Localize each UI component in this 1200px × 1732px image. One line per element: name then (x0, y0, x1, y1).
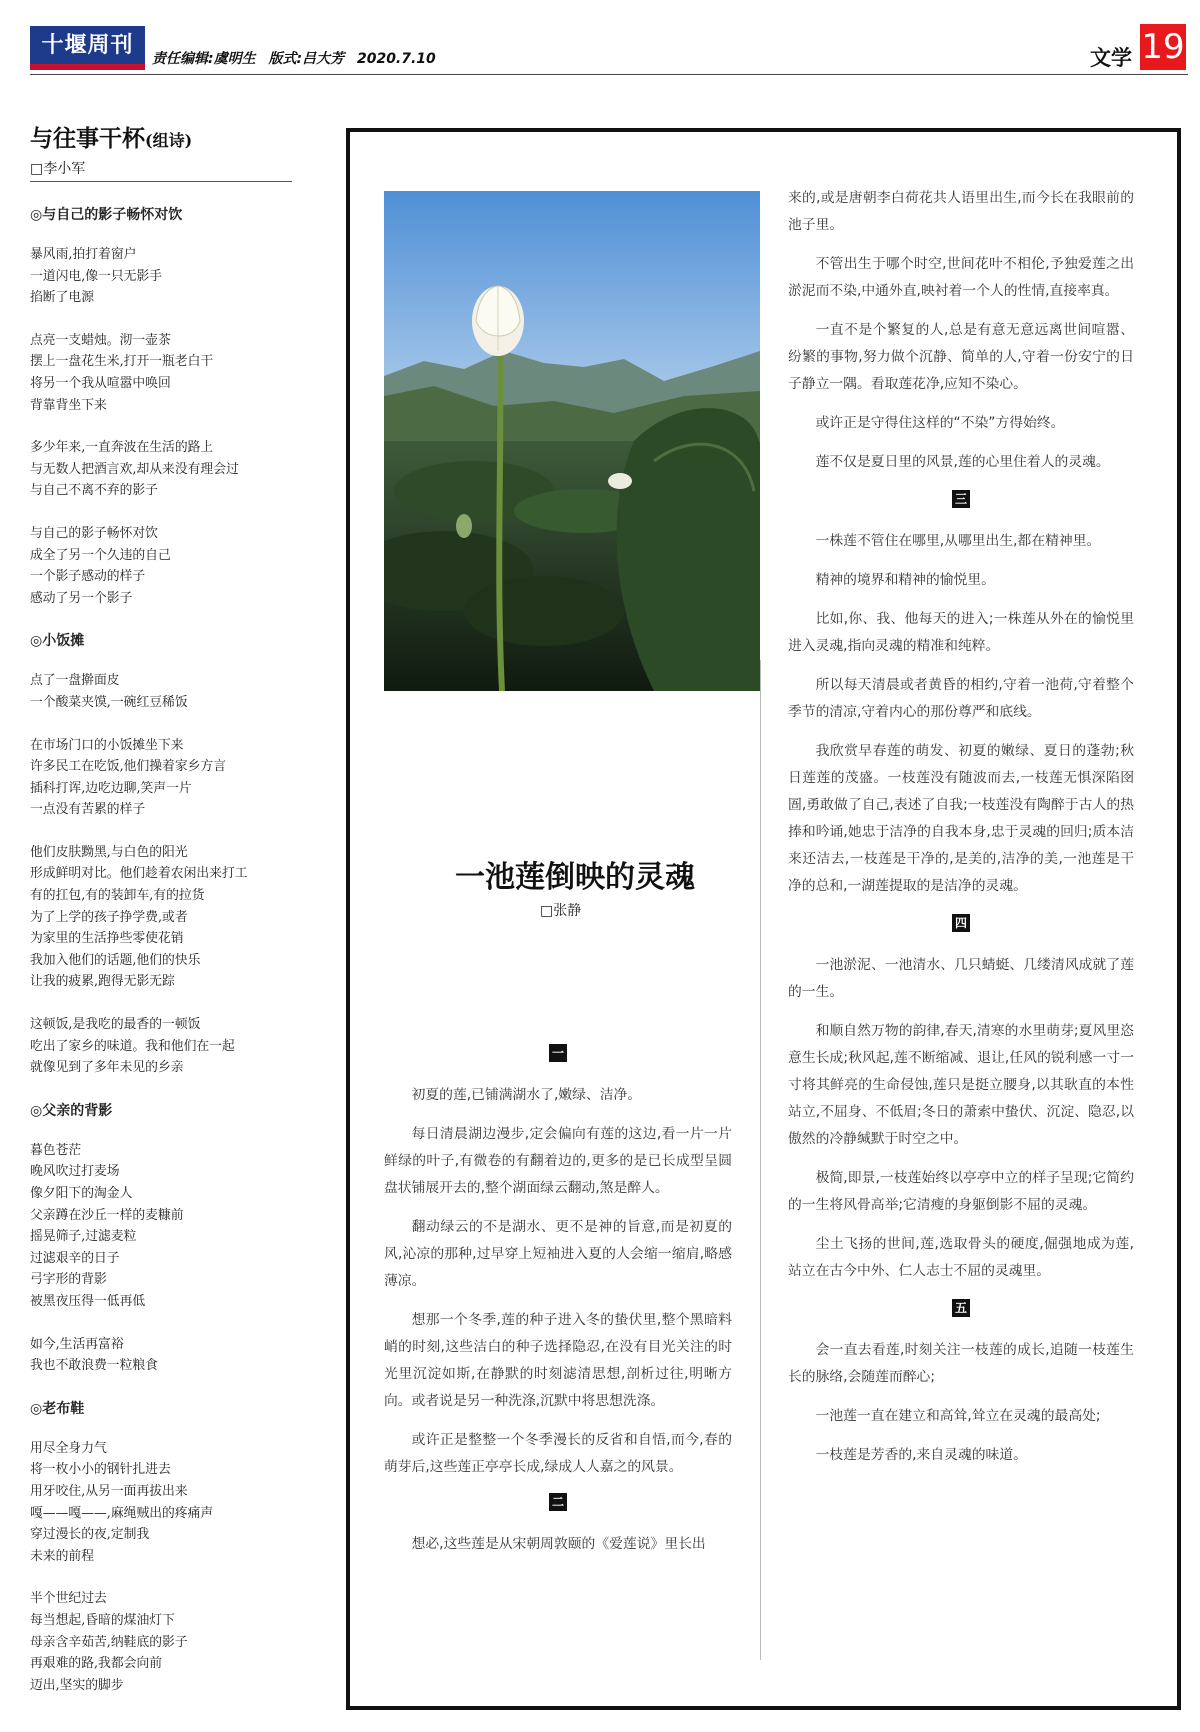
section-name: 文学 (1090, 46, 1132, 70)
poem-line: 插科打诨,边吃边聊,笑声一片 (30, 780, 192, 796)
poem-line: 许多民工在吃饭,他们操着家乡方言 (30, 759, 227, 775)
poem-line: 背靠背坐下来 (30, 397, 107, 413)
essay-paragraph: 初夏的莲,已铺满湖水了,嫩绿、洁净。 (411, 1087, 642, 1103)
poem-line: 与无数人把酒言欢,却从来没有理会过 (30, 461, 239, 477)
essay-paragraph: 比如,你、我、他每天的进入;一株莲从外在的愉悦里进入灵魂,指向灵魂的精准和纯粹。 (788, 611, 1134, 654)
poem-line: 与自己的影子畅怀对饮 (30, 525, 158, 541)
essay-column-middle (384, 1044, 732, 1570)
poem-line: 成全了另一个久违的自己 (30, 547, 171, 563)
poem-line: 一个酸菜夹馍,一碗红豆稀饭 (30, 694, 188, 710)
poem-line: 我加入他们的话题,他们的快乐 (30, 952, 201, 968)
essay-paragraph: 每日清晨湖边漫步,定会偏向有莲的这边,看一片一片鲜绿的叶子,有微卷的有翻着边的,更多的是已长成型呈圆盘状铺展开去的,整个湖面绿云翻动,煞是醉人。 (384, 1126, 732, 1196)
poem-line: 晚风吹过打麦场 (30, 1164, 120, 1180)
essay-paragraph: 精神的境界和精神的愉悦里。 (815, 572, 995, 588)
masthead-logo-stripe (30, 64, 145, 70)
section-number-marker: 五 (952, 1299, 970, 1317)
column-divider (760, 660, 761, 1660)
poem-stanza (30, 1438, 300, 1568)
poem-line: 这顿饭,是我吃的最香的一顿饭 (30, 1017, 201, 1033)
masthead-logo (30, 26, 145, 64)
poem-line: 点亮一支蜡烛。沏一壶茶 (30, 332, 171, 348)
poem-stanza (30, 1014, 300, 1079)
poem-line: 半个世纪过去 (30, 1591, 107, 1607)
poem-stanza (30, 670, 300, 713)
poem-line: 弓字形的背影 (30, 1272, 107, 1288)
poem-line: 父亲蹲在沙丘一样的麦糠前 (30, 1207, 184, 1223)
essay-paragraph: 我欣赏早春莲的萌发、初夏的嫩绿、夏日的蓬勃;秋日莲莲的茂盛。一枝莲没有随波而去,一枝莲无惧深陷囹圄,勇敢做了自己,表述了自我;一枝莲没有陶醉于古人的热捧和吟诵,她忠于洁净的自我本身,忠于灵魂的回归;质本洁来还洁去,一枝莲是干净的,是美的,洁净的美,一池莲是干净的总和,一湖莲提取的是洁净的灵魂。 (788, 743, 1134, 894)
poem-stanza (30, 1334, 300, 1377)
essay-author: □张静 (540, 903, 582, 919)
poem-stanza (30, 842, 300, 993)
poem-author: □李小军 (30, 161, 86, 177)
essay-paragraph: 所以每天清晨或者黄昏的相约,守着一池荷,守着整个季节的清凉,守着内心的那份尊严和底线。 (788, 677, 1134, 720)
essay-column-right (788, 185, 1134, 1481)
section-number-marker: 三 (952, 490, 970, 508)
poem-line: 像夕阳下的淘金人 (30, 1186, 133, 1201)
poem-line: 有的扛包,有的装卸车,有的拉货 (30, 888, 205, 904)
poem-line: 我也不敢浪费一粒粮食 (30, 1358, 158, 1374)
lotus-photo (384, 191, 760, 691)
poem-line: 将一枚小小的钢针扎进去 (30, 1462, 171, 1478)
poem-stanza (30, 1140, 300, 1313)
essay-paragraph: 或许正是整整一个冬季漫长的反省和自悟,而今,春的萌芽后,这些莲正亭亭长成,绿成人人嘉之的风景。 (384, 1432, 732, 1475)
essay-paragraph: 或许正是守得住这样的“不染”方得始终。 (815, 415, 1065, 431)
poem-line: 吃出了家乡的味道。我和他们在一起 (30, 1038, 235, 1054)
essay-paragraph: 想那一个冬季,莲的种子进入冬的蛰伏里,整个黑暗料峭的时刻,这些洁白的种子选择隐忍,在没有目光关注的时光里沉淀如斯,在静默的时刻滤清思想,剖析过往,明晰方向。或者说是另一种洗涤,沉默中将思想洗涤。 (384, 1312, 732, 1409)
page-number-badge: 19 (1140, 24, 1186, 70)
essay-paragraph: 尘土飞扬的世间,莲,选取骨头的硬度,倔强地成为莲,站立在古今中外、仁人志士不屈的灵魂里。 (788, 1236, 1134, 1279)
poem-subtitle: ◎与自己的影子畅怀对饮 (30, 207, 183, 223)
poem-line: 暴风雨,拍打着窗户 (30, 247, 137, 262)
poem-line: 就像见到了多年未见的乡亲 (30, 1060, 184, 1076)
poem-stanza (30, 735, 300, 821)
essay-paragraph: 一枝莲是芳香的,来自灵魂的味道。 (815, 1447, 1027, 1463)
essay-paragraph: 想必,这些莲是从宋朝周敦颐的《爱莲说》里长出 (411, 1536, 706, 1552)
section-number-marker: 二 (549, 1493, 567, 1511)
essay-paragraph: 一株莲不管住在哪里,从哪里出生,都在精神里。 (815, 533, 1101, 549)
poem-line: 用尽全身力气 (30, 1440, 107, 1456)
poem-stanza (30, 244, 300, 309)
poem-subtitle: ◎父亲的背影 (30, 1102, 113, 1119)
poem-line: 母亲含辛茹苦,纳鞋底的影子 (30, 1634, 188, 1650)
poem-line: 穿过漫长的夜,定制我 (30, 1527, 150, 1543)
essay-paragraph: 极简,即景,一枝莲始终以亭亭中立的样子呈现;它简约的一生将风骨高举;它清瘦的身躯倒影不屈的灵魂。 (788, 1170, 1134, 1213)
poem-line: 摇晃筛子,过滤麦粒 (30, 1229, 137, 1245)
essay-paragraph: 一直不是个繁复的人,总是有意无意远离世间喧嚣、纷繁的事物,努力做个沉静、简单的人,守着一份安宁的日子静立一隅。看取莲花净,应知不染心。 (788, 322, 1134, 392)
header-credits (152, 48, 444, 68)
essay-paragraph: 莲不仅是夏日里的风景,莲的心里住着人的灵魂。 (815, 454, 1110, 470)
poem-divider (30, 181, 292, 182)
header-rule (30, 74, 1188, 75)
poem-line: 掐断了电源 (30, 290, 94, 306)
section-number-marker: 一 (549, 1044, 567, 1062)
poem-line: 被黑夜压得一低再低 (30, 1293, 146, 1309)
poem-line: 形成鲜明对比。他们趁着农闲出来打工 (30, 866, 248, 882)
essay-paragraph: 不管出生于哪个时空,世间花叶不相伦,予独爱莲之出淤泥而不染,中通外直,映衬着一个人的性情,直接率真。 (788, 256, 1134, 299)
essay-title: 一池莲倒映的灵魂 (455, 860, 695, 895)
poem-line: 再艰难的路,我都会向前 (30, 1656, 163, 1672)
poem-line: 感动了另一个影子 (30, 590, 133, 606)
poem-line: 一点没有苦累的样子 (30, 802, 146, 818)
poem-stanza (30, 330, 300, 416)
poem-line: 每当想起,昏暗的煤油灯下 (30, 1612, 175, 1628)
poem-line: 多少年来,一直奔波在生活的路上 (30, 440, 214, 456)
essay-paragraph: 来的,或是唐朝李白荷花共人语里出生,而今长在我眼前的池子里。 (788, 190, 1134, 233)
poem-stanza (30, 1588, 300, 1696)
poem-line: 为了上学的孩子挣学费,或者 (30, 909, 188, 925)
poem-line: 与自己不离不弃的影子 (30, 483, 158, 499)
poem-subtitle: ◎小饭摊 (30, 633, 85, 650)
poem-title-text: 与往事干杯 (30, 125, 145, 152)
poem-line: 如今,生活再富裕 (30, 1336, 124, 1352)
issue-date: 2020.7.10 (356, 51, 436, 67)
essay-paragraph: 一池莲一直在建立和高耸,耸立在灵魂的最高处; (815, 1408, 1101, 1424)
poem-line: 暮色苍茫 (30, 1142, 82, 1158)
layout-credit: 版式:吕大芳 (268, 51, 345, 67)
poem-column (30, 202, 300, 1717)
essay-paragraph: 一池淤泥、一池清水、几只蜻蜓、几缕清风成就了莲的一生。 (788, 957, 1134, 1000)
poem-line: 点了一盘擀面皮 (30, 673, 120, 689)
poem-line: 一个影子感动的样子 (30, 569, 146, 585)
poem-line: 摆上一盘花生米,打开一瓶老白干 (30, 354, 214, 370)
poem-title (30, 120, 192, 153)
poem-line: 嘎——嘎——,麻绳贼出的疼痛声 (30, 1505, 214, 1521)
section-number-marker: 四 (952, 914, 970, 932)
masthead-logo-text: 十堰周刊 (41, 32, 134, 58)
poem-subtitle: ◎老布鞋 (30, 1400, 85, 1417)
editor-credit: 责任编辑:虞明生 (152, 51, 256, 67)
essay-paragraph: 会一直去看莲,时刻关注一枝莲的成长,追随一枝莲生长的脉络,会随莲而醉心; (788, 1342, 1134, 1385)
poem-line: 过滤艰辛的日子 (30, 1250, 120, 1266)
essay-paragraph: 翻动绿云的不是湖水、更不是神的旨意,而是初夏的风,沁凉的那种,过早穿上短袖进入夏的人会缩一缩肩,略感薄凉。 (384, 1219, 732, 1289)
lotus-illustration (384, 191, 760, 691)
poem-line: 一道闪电,像一只无影手 (30, 268, 163, 284)
poem-title-note: (组诗) (145, 131, 193, 150)
essay-paragraph: 和顺自然万物的韵律,春天,清寒的水里萌芽;夏风里恣意生长成;秋风起,莲不断缩减、退让,任风的锐利感一寸一寸将其鲜亮的生命侵蚀,莲只是挺立腰身,以其耿直的本性站立,不屈身、不低眉;冬日的萧索中蛰伏、沉淀、隐忍,以傲然的冷静缄默于时空之中。 (788, 1023, 1134, 1147)
poem-stanza (30, 523, 300, 609)
poem-line: 他们皮肤黝黑,与白色的阳光 (30, 844, 188, 860)
poem-line: 迈出,坚实的脚步 (30, 1677, 124, 1693)
poem-line: 让我的疲累,跑得无影无踪 (30, 974, 175, 990)
poem-line: 将另一个我从喧嚣中唤回 (30, 375, 171, 391)
poem-line: 为家里的生活挣些零使花销 (30, 931, 184, 947)
poem-line: 未来的前程 (30, 1548, 94, 1564)
poem-line: 在市场门口的小饭摊坐下来 (30, 737, 184, 753)
poem-line: 用牙咬住,从另一面再拔出来 (30, 1483, 188, 1499)
poem-stanza (30, 437, 300, 502)
